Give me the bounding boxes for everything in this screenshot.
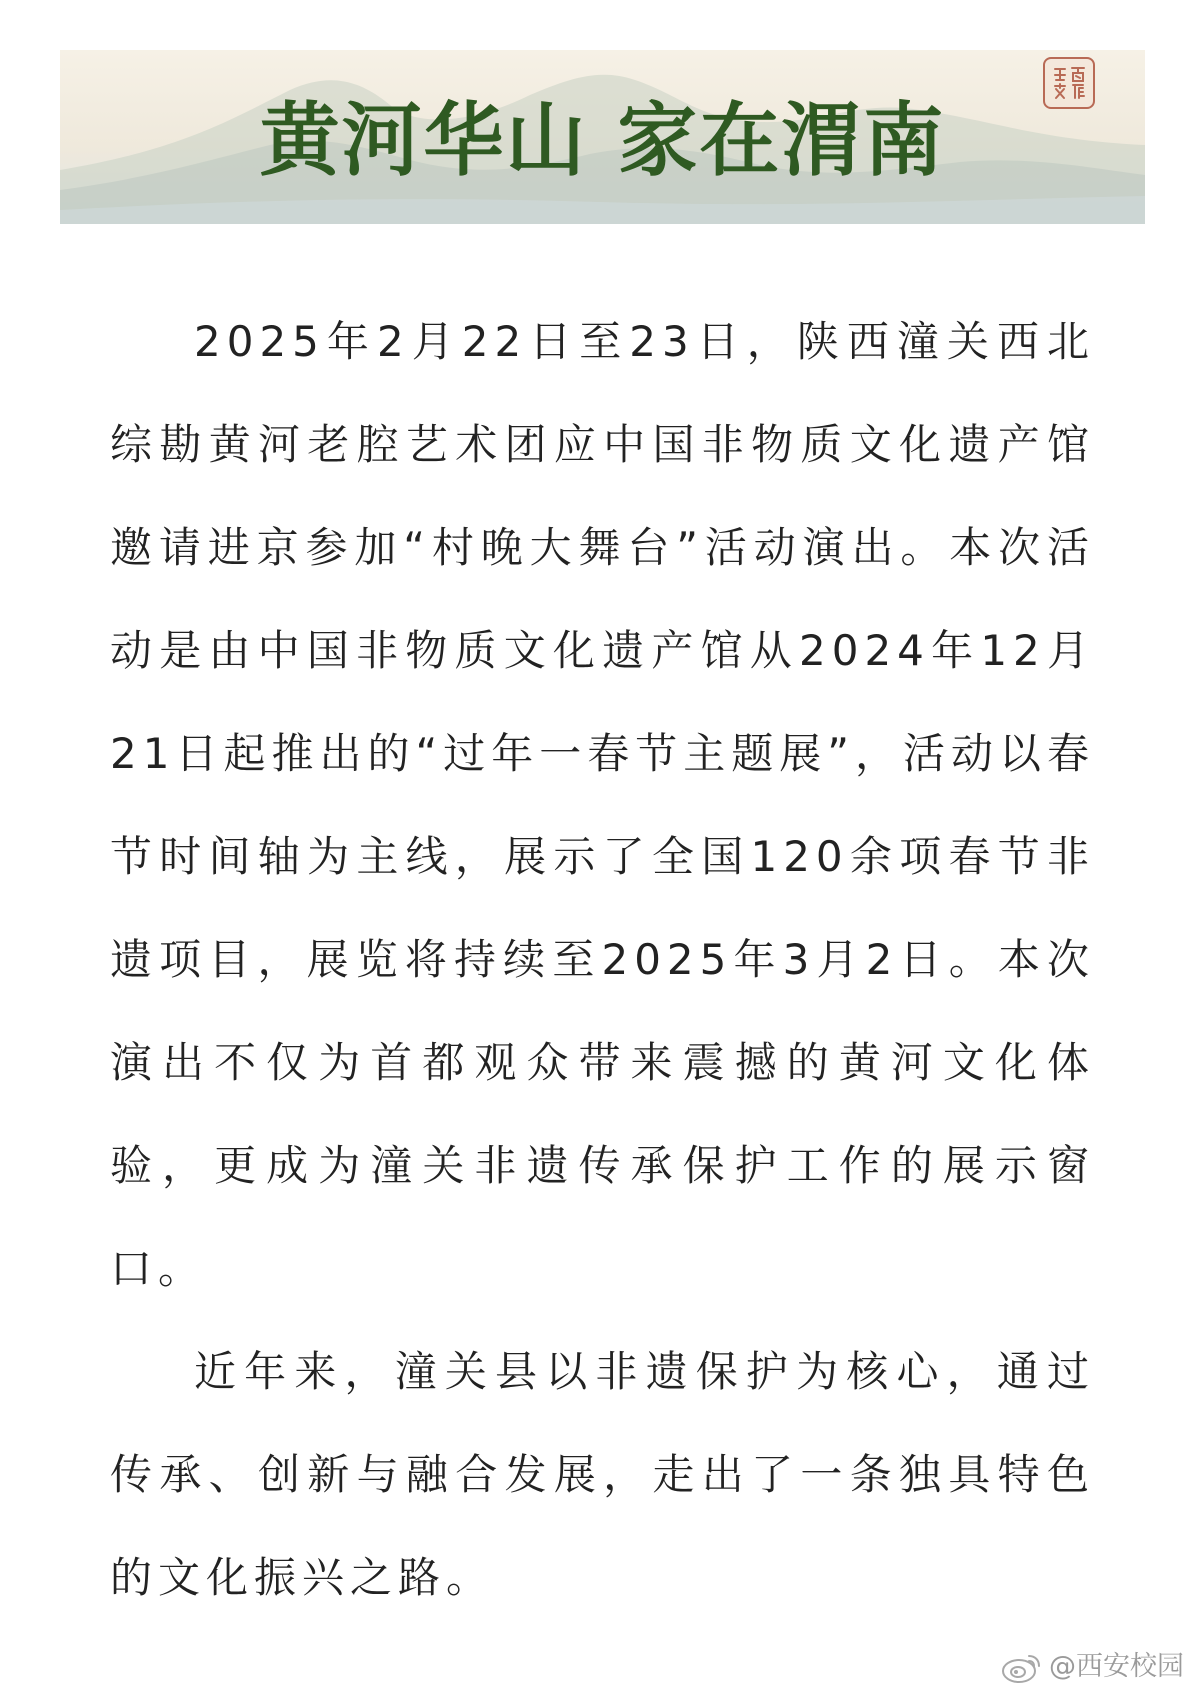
seal-logo [1043,57,1095,109]
seal-glyph-icon [1049,63,1089,103]
weibo-icon [999,1650,1043,1684]
banner-title: 黄河华山 家在渭南 [259,93,946,187]
watermark-text: @西安校园 [1049,1651,1184,1682]
article-paragraph: 近年来，潼关县以非遗保护为核心，通过传承、创新与融合发展，走出了一条独具特色的文化振兴之路。 [110,1347,1095,1602]
article-body [110,290,1095,1629]
article-paragraph: 2025年2月22日至23日，陕西潼关西北综勘黄河老腔艺术团应中国非物质文化遗产馆邀请进京参加“村晚大舞台”活动演出。本次活动是由中国非物质文化遗产馆从2024年12月21日起推出的“过年一春节主题展”，活动以春节时间轴为主线，展示了全国120余项春节非遗项目，展览将持续至2025年3月2日。本次演出不仅为首都观众带来震撼的黄河文化体验，更成为潼关非遗传承保护工作的展示窗口。 [110,317,1095,1293]
weibo-watermark [999,1650,1184,1684]
header-banner [60,50,1145,224]
